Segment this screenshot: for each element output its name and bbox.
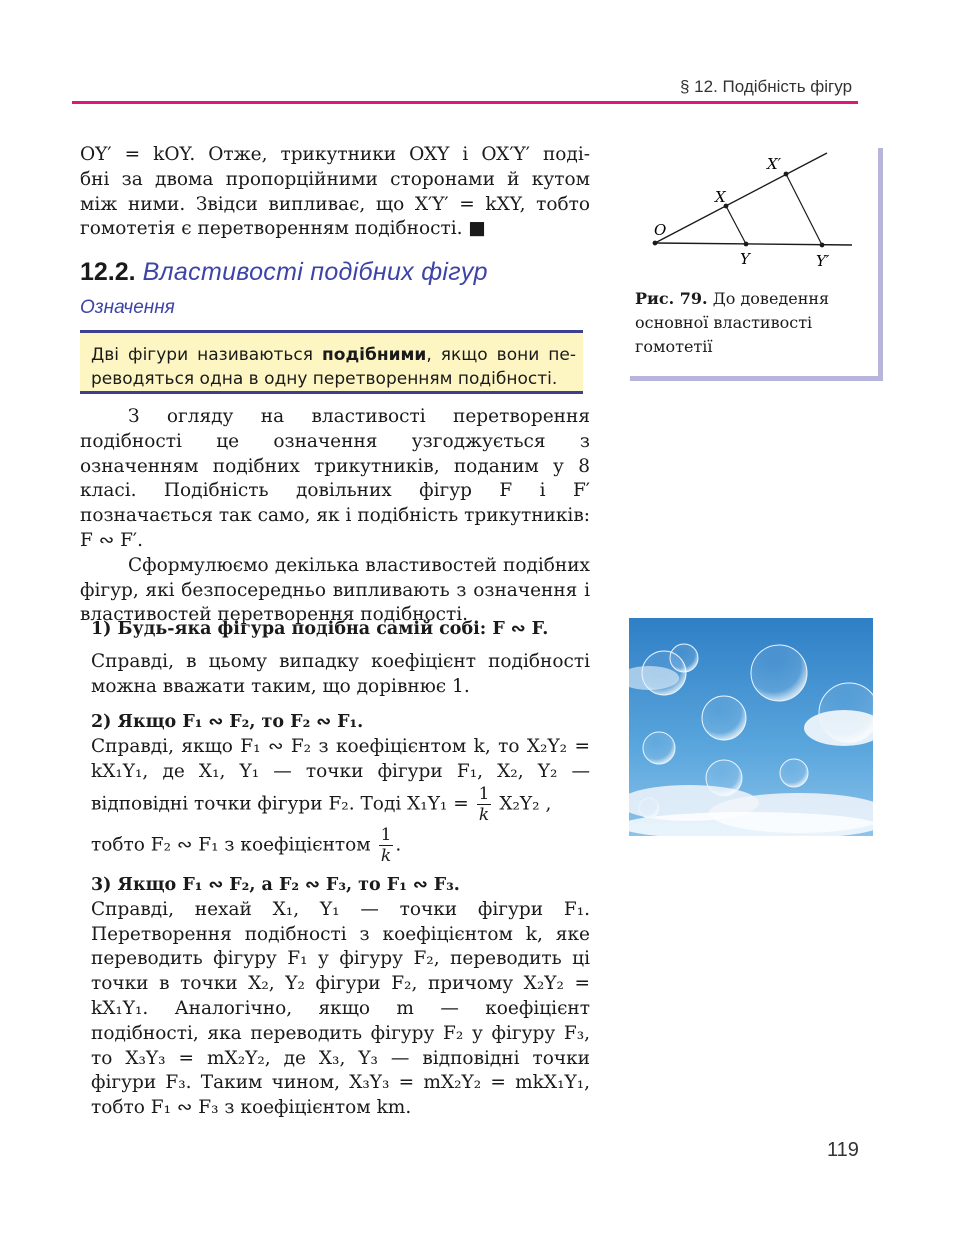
point-y-prime	[820, 243, 825, 248]
property-2-text	[91, 735, 590, 826]
property-3-text: Справді, нехай X₁, Y₁ — точки фігури F₁. Перетворення подібності з коефіцієнтом k, яке переводить фігуру F₁ у фігуру F₂, переводить ці точки в точки X₂, Y₂ фігури F₂, причому X₂Y₂ = kX₁Y₁. Аналогічно, якщо m — коефіцієнт подібності, яка переводить фігуру F₂ у фігуру F₃, то X₃Y₃ = mX₂Y₂, де X₃, Y₃ — відповідні точки фігури F₃. Таким чином, X₃Y₃ = mX₂Y₂ = mkX₁Y₁, тобто F₁ ∾ F₃ з коефіцієнтом km.	[91, 898, 590, 1119]
fraction-numerator: 1	[380, 825, 392, 846]
property-2-text-b: X₂Y₂ ,	[499, 793, 552, 815]
property-1-text: Справді, в цьому випадку коефіцієнт подібності можна вважати таким, що дорівнює 1.	[91, 650, 590, 697]
point-o	[653, 241, 658, 246]
property-2-head: 2) Якщо F₁ ∾ F₂, то F₂ ∾ F₁.	[91, 712, 364, 732]
body-paragraph-2: Сформулюємо декілька властивостей подібних фігур, які безпосередньо випливають з означення і властивостей перетворення подібності.	[80, 554, 590, 626]
intro-line-2: бні за двома пропорційними сторонами й кутом	[80, 168, 590, 190]
intro-line-4: гомотетія є перетворенням подібності. ■	[80, 218, 486, 240]
intro-line-3: між ними. Звідси випливає, що X′Y′ = kXY, тобто	[80, 193, 590, 215]
point-x-prime	[784, 172, 789, 177]
point-y	[744, 242, 749, 247]
label-o: O	[654, 221, 667, 239]
intro-paragraph	[80, 143, 590, 242]
label-x: X	[715, 188, 726, 206]
header-rule	[72, 101, 858, 104]
fraction-denominator: k	[478, 805, 490, 826]
label-y-prime: Y′	[816, 252, 830, 270]
intro-line-1: OY′ = kOY. Отже, трикутники OXY і OX′Y′ поді-	[80, 144, 590, 165]
figure-caption-text: До доведення основної властивості гомотетії	[635, 289, 830, 356]
running-title: § 12. Подібність фігур	[680, 77, 853, 96]
property-3	[91, 873, 590, 1121]
fraction-one-over-k	[477, 784, 492, 825]
definition-text	[91, 343, 576, 391]
segment-xy	[726, 206, 746, 244]
definition-after: , якщо вони пе-реводяться одна в одну перетворенням подібності.	[91, 345, 576, 389]
property-1	[91, 617, 590, 699]
homothety-diagram	[630, 148, 878, 288]
body-paragraph-1: З огляду на властивості перетворення подібності це означення узгоджується з означенням подібних трикутників, поданим у 8 класі. Подібність довільних фігур F і F′ позначається так само, як і подібність трикутників: F ∾ F′.	[80, 406, 590, 551]
definition-box	[80, 330, 583, 394]
property-2	[91, 710, 590, 866]
section-heading	[80, 258, 488, 287]
fraction-one-over-k-2	[379, 825, 394, 866]
property-1-head: 1) Будь-яка фігура подібна самій собі: F ∾ F.	[91, 619, 549, 639]
ray-ox	[655, 153, 827, 243]
property-2-text-d: .	[395, 834, 402, 856]
property-2-text-c: тобто F₂ ∾ F₁ з коефіцієнтом	[91, 834, 371, 856]
body-text	[80, 405, 590, 628]
subsection-title: Означення	[80, 297, 175, 318]
label-x-prime: X′	[767, 155, 782, 173]
bubbles-photo	[629, 618, 873, 836]
figure-caption	[635, 287, 855, 359]
property-3-head: 3) Якщо F₁ ∾ F₂, а F₂ ∾ F₃, то F₁ ∾ F₃.	[91, 875, 460, 895]
page-number: 119	[827, 1139, 859, 1161]
section-title: Властивості подібних фігур	[142, 258, 488, 286]
figure-caption-label: Рис. 79.	[635, 289, 708, 308]
segment-x-prime-y-prime	[786, 174, 822, 245]
bubbles-photo-image	[629, 618, 873, 836]
property-2-text-a: Справді, якщо F₁ ∾ F₂ з коефіцієнтом k, то X₂Y₂ = kX₁Y₁, де X₁, Y₁ — точки фігури F₁, X₂, Y₂ — відповідні точки фігури F₂. Тоді X₁Y₁ =	[91, 735, 590, 815]
fraction-numerator: 1	[478, 784, 490, 805]
label-y: Y	[740, 250, 750, 268]
section-number: 12.2.	[80, 258, 136, 286]
property-2-conclusion	[91, 825, 590, 866]
definition-term: подібними	[322, 345, 427, 365]
fraction-denominator: k	[380, 846, 392, 867]
definition-before: Дві фігури називаються	[91, 345, 323, 365]
